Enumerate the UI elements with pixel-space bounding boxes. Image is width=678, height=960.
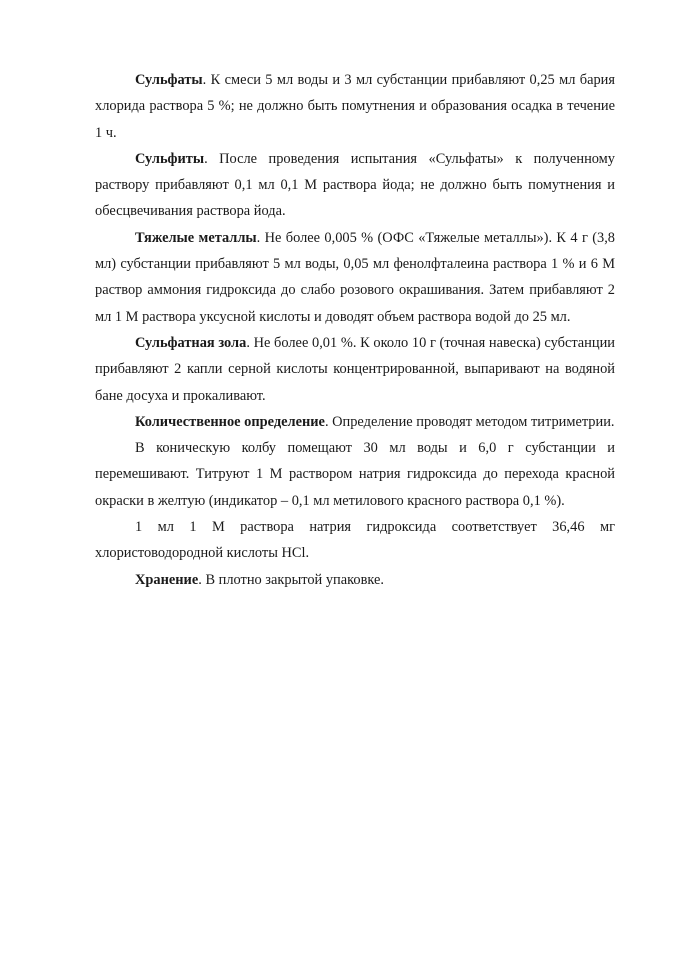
heading-sulfates: Сульфаты [135,72,203,88]
paragraph-sulfites [95,146,615,225]
text-sulfates: . К смеси 5 мл воды и 3 мл субстанции прибавляют 0,25 мл бария хлорида раствора 5 %; не должно быть помутнения и образования осадка в течение 1 ч. [95,72,615,141]
text-sulfated-ash: . Не более 0,01 %. К около 10 г (точная навеска) субстанции прибавляют 2 капли серной кислоты концентрированной, выпаривают на водяной бане досуха и прокаливают. [95,334,615,404]
heading-sulfated-ash: Сульфатная зола [135,334,247,351]
document-body [95,67,615,593]
text-heavy-metals: . Не более 0,005 % (ОФС «Тяжелые металлы»). К 4 г (3,8 мл) субстанции прибавляют 5 мл воды, 0,05 мл фенолфталеина раствора 1 % и 6 М раствор аммония гидроксида до слабо розового окрашивания. Затем прибавляют 2 мл 1 М раствора уксусной кислоты и доводят объем раствора водой до 25 мл. [95,229,615,325]
text-assay: . Определение проводят методом титриметрии. [324,413,615,430]
text-storage: . В плотно закрытой упаковке. [198,571,384,588]
text-sulfites: . После проведения испытания «Сульфаты» к полученному раствору прибавляют 0,1 мл 0,1 М раствора йода; не должно быть помутнения и обесцвечивания раствора йода. [95,150,615,220]
paragraph-storage [95,567,615,593]
paragraph-sulfates [95,67,615,146]
heading-assay: Количественное определение [135,413,325,430]
heading-sulfites: Сульфиты [135,150,205,167]
heading-heavy-metals: Тяжелые металлы [135,229,257,246]
paragraph-heavy-metals [95,225,615,330]
heading-storage: Хранение [135,571,199,588]
text-assay-equivalence: 1 мл 1 М раствора натрия гидроксида соответствует 36,46 мг хлористоводородной кислоты HCl. [95,519,615,562]
text-assay-procedure: В коническую колбу помещают 30 мл воды и 6,0 г субстанции и перемешивают. Титруют 1 М раствором натрия гидроксида до перехода красной окраски в желтую (индикатор – 0,1 мл метилового красного раствора 0,1 %). [95,440,615,509]
paragraph-sulfated-ash [95,330,615,409]
paragraph-assay-equivalence [95,514,615,567]
paragraph-assay-procedure [95,435,615,514]
paragraph-assay [95,409,615,435]
